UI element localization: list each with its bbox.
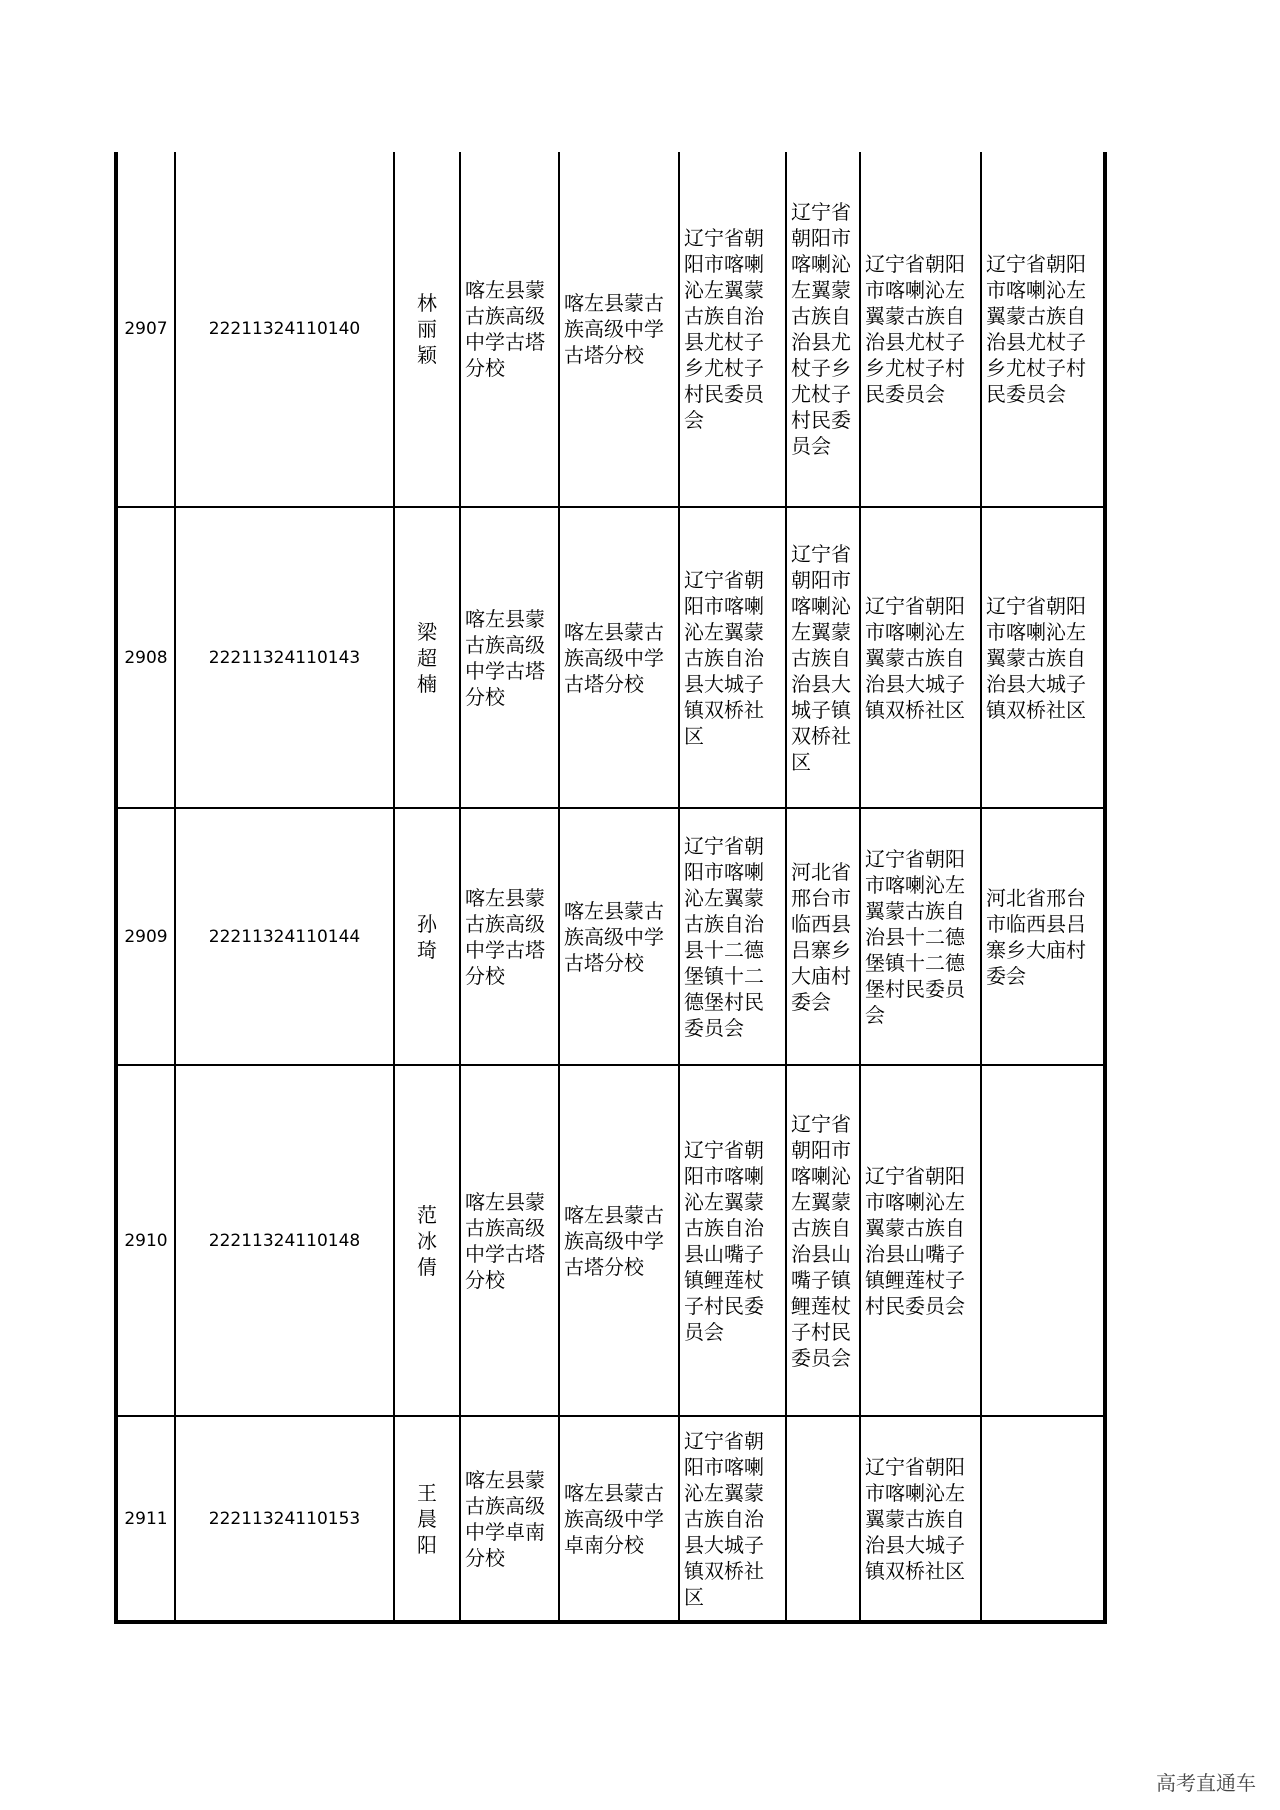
address-2: 河北省邢台市临西县吕寨乡大庙村委会 — [786, 808, 860, 1065]
school-name: 喀左县蒙古族高级中学卓南分校 — [460, 1416, 559, 1622]
address-4 — [981, 1065, 1105, 1416]
address-2: 辽宁省朝阳市喀喇沁左翼蒙古族自治县山嘴子镇鲤莲杖子村民委员会 — [786, 1065, 860, 1416]
candidate-id: 22211324110144 — [175, 808, 394, 1065]
registration-unit: 喀左县蒙古族高级中学古塔分校 — [559, 808, 679, 1065]
registration-unit: 喀左县蒙古族高级中学古塔分校 — [559, 507, 679, 808]
roster-table — [114, 152, 1107, 1624]
address-3: 辽宁省朝阳市喀喇沁左翼蒙古族自治县大城子镇双桥社区 — [860, 507, 981, 808]
address-4: 辽宁省朝阳市喀喇沁左翼蒙古族自治县尤杖子乡尤杖子村民委员会 — [981, 152, 1105, 507]
seq-number: 2911 — [116, 1416, 175, 1622]
address-3: 辽宁省朝阳市喀喇沁左翼蒙古族自治县十二德堡镇十二德堡村民委员会 — [860, 808, 981, 1065]
student-name: 孙琦 — [394, 808, 460, 1065]
address-1: 辽宁省朝阳市喀喇沁左翼蒙古族自治县十二德堡镇十二德堡村民委员会 — [679, 808, 786, 1065]
address-2: 辽宁省朝阳市喀喇沁左翼蒙古族自治县尤杖子乡尤杖子村民委员会 — [786, 152, 860, 507]
seq-number: 2909 — [116, 808, 175, 1065]
school-name: 喀左县蒙古族高级中学古塔分校 — [460, 152, 559, 507]
address-1: 辽宁省朝阳市喀喇沁左翼蒙古族自治县大城子镇双桥社区 — [679, 1416, 786, 1622]
address-3: 辽宁省朝阳市喀喇沁左翼蒙古族自治县大城子镇双桥社区 — [860, 1416, 981, 1622]
address-4: 辽宁省朝阳市喀喇沁左翼蒙古族自治县大城子镇双桥社区 — [981, 507, 1105, 808]
address-4: 河北省邢台市临西县吕寨乡大庙村委会 — [981, 808, 1105, 1065]
student-name: 林丽颖 — [394, 152, 460, 507]
student-name: 梁超楠 — [394, 507, 460, 808]
address-3: 辽宁省朝阳市喀喇沁左翼蒙古族自治县山嘴子镇鲤莲杖子村民委员会 — [860, 1065, 981, 1416]
registration-unit: 喀左县蒙古族高级中学古塔分校 — [559, 1065, 679, 1416]
candidate-id: 22211324110153 — [175, 1416, 394, 1622]
table-row — [116, 152, 1105, 507]
student-name: 王晨阳 — [394, 1416, 460, 1622]
student-name: 范冰倩 — [394, 1065, 460, 1416]
address-2: 辽宁省朝阳市喀喇沁左翼蒙古族自治县大城子镇双桥社区 — [786, 507, 860, 808]
site-watermark: 高考直通车 — [1156, 1771, 1256, 1795]
school-name: 喀左县蒙古族高级中学古塔分校 — [460, 1065, 559, 1416]
registration-unit: 喀左县蒙古族高级中学古塔分校 — [559, 152, 679, 507]
address-1: 辽宁省朝阳市喀喇沁左翼蒙古族自治县山嘴子镇鲤莲杖子村民委员会 — [679, 1065, 786, 1416]
registration-unit: 喀左县蒙古族高级中学卓南分校 — [559, 1416, 679, 1622]
candidate-id: 22211324110143 — [175, 507, 394, 808]
table-row — [116, 1416, 1105, 1622]
address-3: 辽宁省朝阳市喀喇沁左翼蒙古族自治县尤杖子乡尤杖子村民委员会 — [860, 152, 981, 507]
address-1: 辽宁省朝阳市喀喇沁左翼蒙古族自治县大城子镇双桥社区 — [679, 507, 786, 808]
school-name: 喀左县蒙古族高级中学古塔分校 — [460, 808, 559, 1065]
address-4 — [981, 1416, 1105, 1622]
address-1: 辽宁省朝阳市喀喇沁左翼蒙古族自治县尤杖子乡尤杖子村民委员会 — [679, 152, 786, 507]
seq-number: 2910 — [116, 1065, 175, 1416]
table-row — [116, 1065, 1105, 1416]
seq-number: 2908 — [116, 507, 175, 808]
address-2 — [786, 1416, 860, 1622]
seq-number: 2907 — [116, 152, 175, 507]
candidate-id: 22211324110140 — [175, 152, 394, 507]
table-row — [116, 507, 1105, 808]
candidate-id: 22211324110148 — [175, 1065, 394, 1416]
school-name: 喀左县蒙古族高级中学古塔分校 — [460, 507, 559, 808]
table-row — [116, 808, 1105, 1065]
